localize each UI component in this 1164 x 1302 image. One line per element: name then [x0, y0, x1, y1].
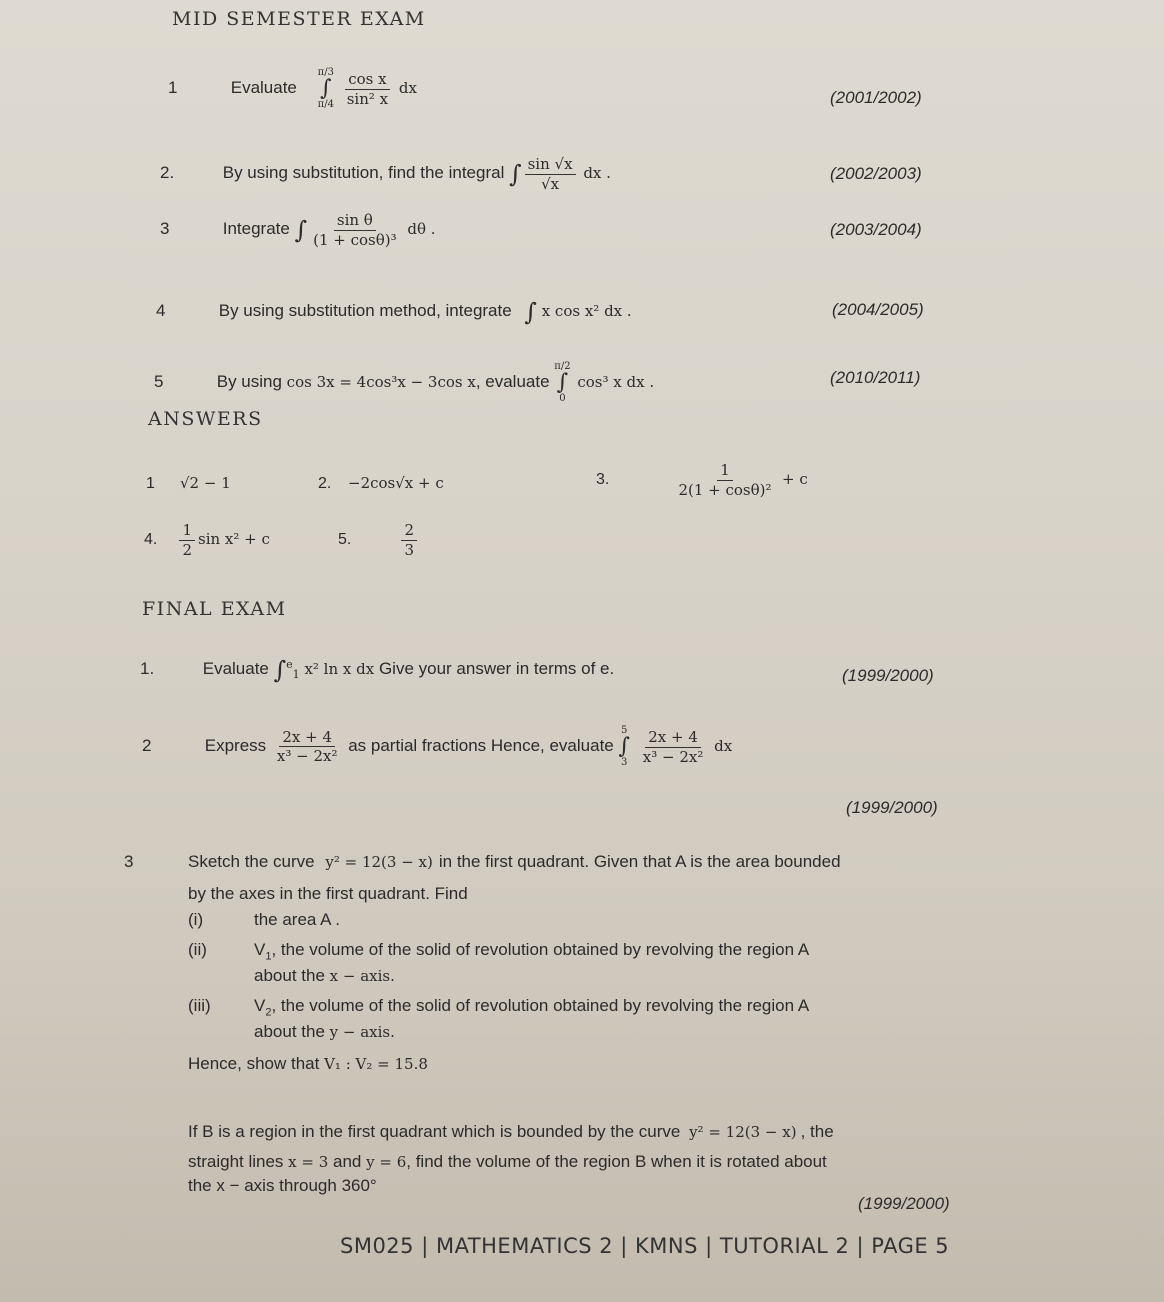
final-question-3-line1: 3 Sketch the curve y² = 12(3 − x) in the first quadrant. Given that A is the area bounded: [124, 852, 841, 871]
year-mid-2: (2002/2003): [830, 164, 922, 183]
part-b-line2: straight lines x = 3 and y = 6, find the volume of the region B when it is rotated about: [188, 1152, 827, 1171]
page-footer: SM025 | MATHEMATICS 2 | KMNS | TUTORIAL 2 | PAGE 5: [340, 1234, 950, 1258]
mid-question-4: 4 By using substitution method, integrate ∫ x cos x² dx .: [156, 298, 632, 326]
part-ii: (ii) $V_1$, the volume of the solid of revolution obtained by revolving the region A: [188, 940, 810, 963]
answer-1: 1 √2 − 1: [146, 474, 231, 492]
part-b-line1: If B is a region in the first quadrant which is bounded by the curve y² = 12(3 − x) , the: [188, 1122, 834, 1141]
year-mid-5: (2010/2011): [830, 368, 921, 387]
hence-line: Hence, show that V₁ : V₂ = 15.8: [188, 1054, 428, 1073]
answer-4: 4. $\frac{1}{2}$ sin x² + c: [144, 521, 270, 559]
integral-expression: π/3 ∫ π/4 $\frac{\text{cos x}}{\text{sin² x}}$ dx: [317, 67, 417, 110]
part-ii-cont: about the x − axis.: [254, 966, 395, 985]
mid-question-2: 2. By using substitution, find the integral ∫ $\frac{\sin √x}{√x}$ dx .: [160, 155, 611, 193]
year-mid-3: (2003/2004): [830, 220, 922, 239]
year-final-1: (1999/2000): [842, 666, 934, 685]
integral-expression: ∫ x cos x² dx .: [524, 298, 632, 326]
part-iii-cont: about the y − axis.: [254, 1022, 395, 1041]
integral-expression: ∫ $\frac{\text{sin θ}}{\text{(1 + cosθ)³}}$ dθ .: [294, 211, 436, 249]
final-question-3-line2: by the axes in the first quadrant. Find: [188, 884, 468, 903]
year-final-2: (1999/2000): [846, 798, 938, 817]
part-i: (i) the area A .: [188, 910, 341, 929]
final-exam-heading: FINAL EXAM: [142, 598, 287, 620]
mid-question-1: 1 Evaluate π/3 ∫ π/4 $\frac{\text{cos x}}{\text{sin² x}}$ dx: [168, 67, 417, 110]
answer-5: 5. $\frac{2}{3}$: [338, 522, 420, 558]
part-b-line3: the x − axis through 360°: [188, 1176, 377, 1195]
year-mid-4: (2004/2005): [832, 300, 924, 319]
integral-expression: π/2 ∫ 0 cos³ x dx .: [554, 361, 655, 404]
mid-question-5: 5 By using cos 3x = 4cos³x − 3cos x, evaluate π/2 ∫ 0 cos³ x dx .: [154, 361, 655, 404]
part-iii: (iii) $V_2$, the volume of the solid of revolution obtained by revolving the region A: [188, 996, 810, 1019]
year-final-3: (1999/2000): [858, 1194, 950, 1213]
integral-expression: ∫$^e_1$ x² ln x dx: [273, 656, 375, 684]
final-question-2: 2 Express $\frac{2x + 4}{\text{x³ − 2x²}}$ as partial fractions Hence, evaluate 5 ∫ 3 $\frac{2x + 4}{\text{x³ − 2x²}}$ dx: [142, 725, 733, 768]
integral-expression: 5 ∫ 3 $\frac{2x + 4}{\text{x³ − 2x²}}$ dx: [618, 725, 733, 768]
mid-semester-heading: MID SEMESTER EXAM: [172, 8, 426, 30]
answer-2: 2. −2cos√x + c: [318, 474, 444, 492]
answers-heading: ANSWERS: [148, 408, 263, 430]
final-question-1: 1. Evaluate ∫$^e_1$ x² ln x dx Give your answer in terms of e.: [140, 656, 615, 684]
answer-3: 3. $\frac{1}{\text{2(1 + cosθ)²}}$ + c: [596, 461, 808, 499]
mid-question-3: 3 Integrate ∫ $\frac{\text{sin θ}}{\text{(1 + cosθ)³}}$ dθ .: [160, 211, 436, 249]
year-mid-1: (2001/2002): [830, 88, 922, 107]
integral-expression: ∫ $\frac{\sin √x}{√x}$ dx .: [509, 155, 611, 193]
identity-expression: cos 3x = 4cos³x − 3cos x: [286, 373, 476, 391]
